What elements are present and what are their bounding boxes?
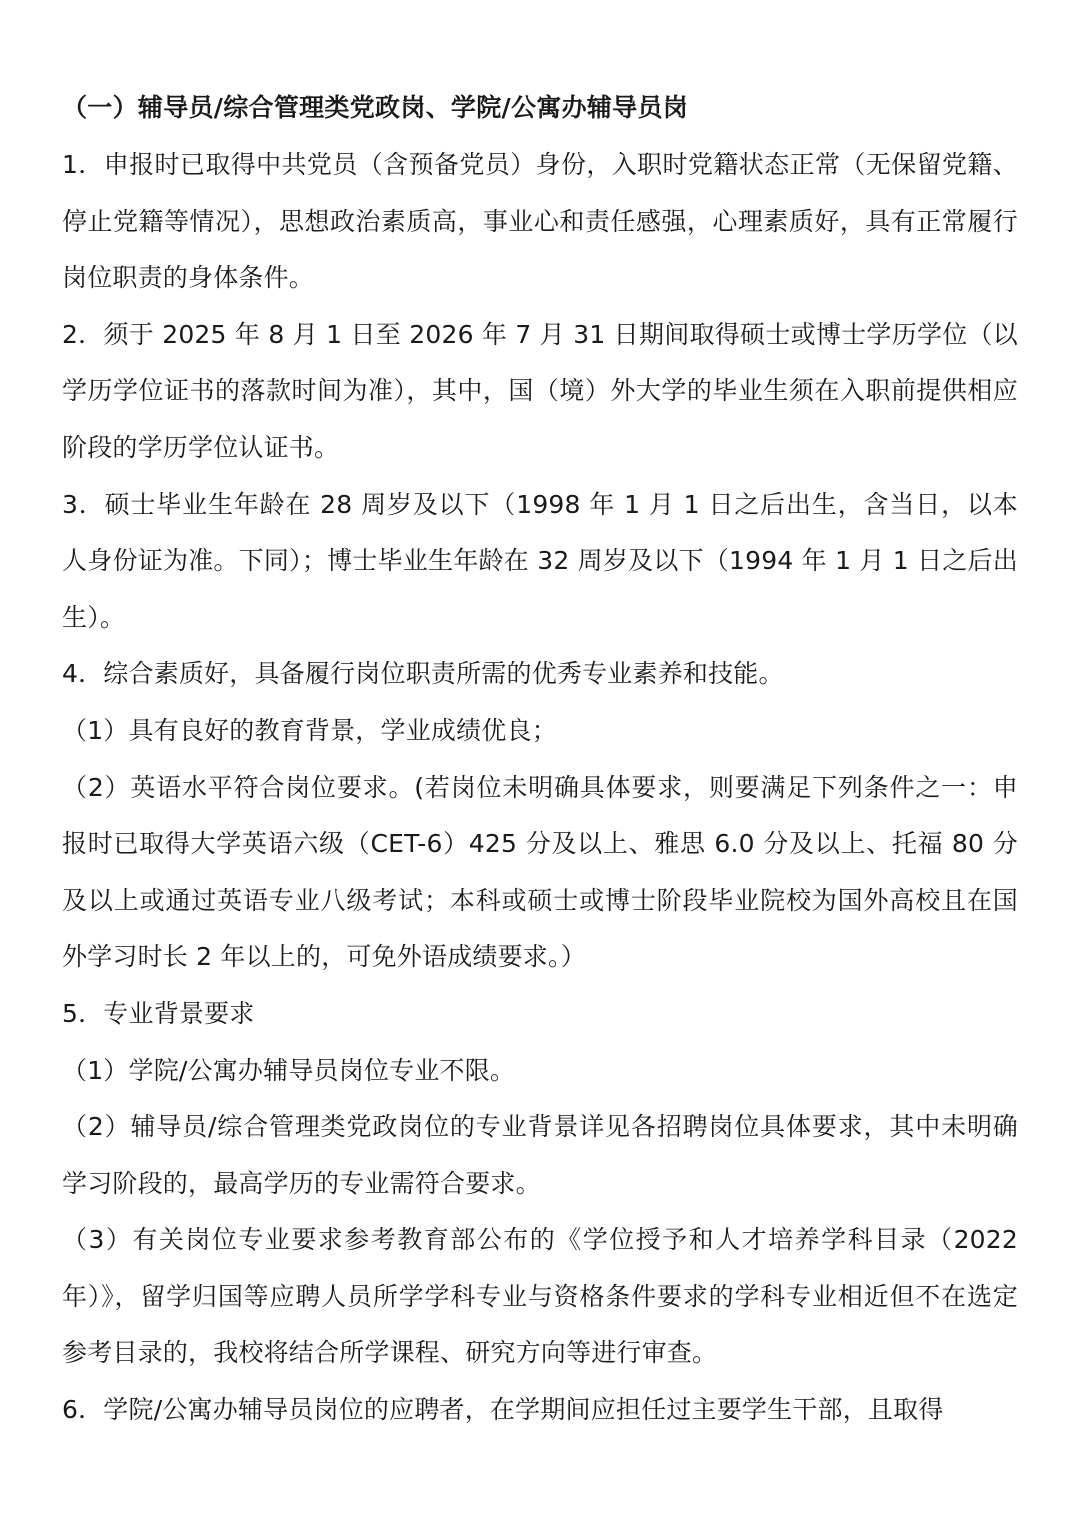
- requirement-5-major: 5．专业背景要求: [62, 998, 255, 1028]
- requirement-4-quality: 4．综合素质好，具备履行岗位职责所需的优秀专业素养和技能。: [62, 659, 784, 689]
- requirement-6-student-cadre: 6．学院/公寓办辅导员岗位的应聘者，在学期间应担任过主要学生干部，且取得: [62, 1395, 944, 1425]
- requirement-4-1-education: （1）具有良好的教育背景，学业成绩优良；: [62, 715, 557, 745]
- requirement-5-1-unrestricted: （1）学院/公寓办辅导员岗位专业不限。: [62, 1055, 516, 1085]
- requirement-4-2-english: （2）英语水平符合岗位要求。(若岗位未明确具体要求，则要满足下列条件之一：申报时已取得大学英语六级（CET-6）425 分及以上、雅思 6.0 分及以上、托福 80 分及以上或通过英语专业八级考试；本科或硕士或博士阶段毕业院校为国外高校且在国外学习时长 2 年以上的，可免外语成绩要求。）: [62, 772, 1018, 972]
- section-heading: （一）辅导员/综合管理类党政岗、学院/公寓办辅导员岗: [62, 93, 689, 122]
- requirement-3-age: 3．硕士毕业生年龄在 28 周岁及以下（1998 年 1 月 1 日之后出生，含当日，以本人身份证为准。下同）；博士毕业生年龄在 32 周岁及以下（1994 年 1 月 1 日之后出生）。: [62, 489, 1018, 632]
- requirement-1-party-membership: 1．申报时已取得中共党员（含预备党员）身份，入职时党籍状态正常（无保留党籍、停止党籍等情况），思想政治素质高，事业心和责任感强，心理素质好，具有正常履行岗位职责的身体条件。: [62, 150, 1018, 293]
- requirement-5-3-catalog: （3）有关岗位专业要求参考教育部公布的《学位授予和人才培养学科目录（2022年）》，留学归国等应聘人员所学学科专业与资格条件要求的学科专业相近但不在选定参考目录的，我校将结合所学课程、研究方向等进行审查。: [62, 1225, 1018, 1368]
- requirement-5-2-major-detail: （2）辅导员/综合管理类党政岗位的专业背景详见各招聘岗位具体要求，其中未明确学习阶段的，最高学历的专业需符合要求。: [62, 1112, 1018, 1198]
- requirement-2-degree: 2．须于 2025 年 8 月 1 日至 2026 年 7 月 31 日期间取得硕士或博士学历学位（以学历学位证书的落款时间为准），其中，国（境）外大学的毕业生须在入职前提供相应阶段的学历学位认证书。: [62, 319, 1018, 462]
